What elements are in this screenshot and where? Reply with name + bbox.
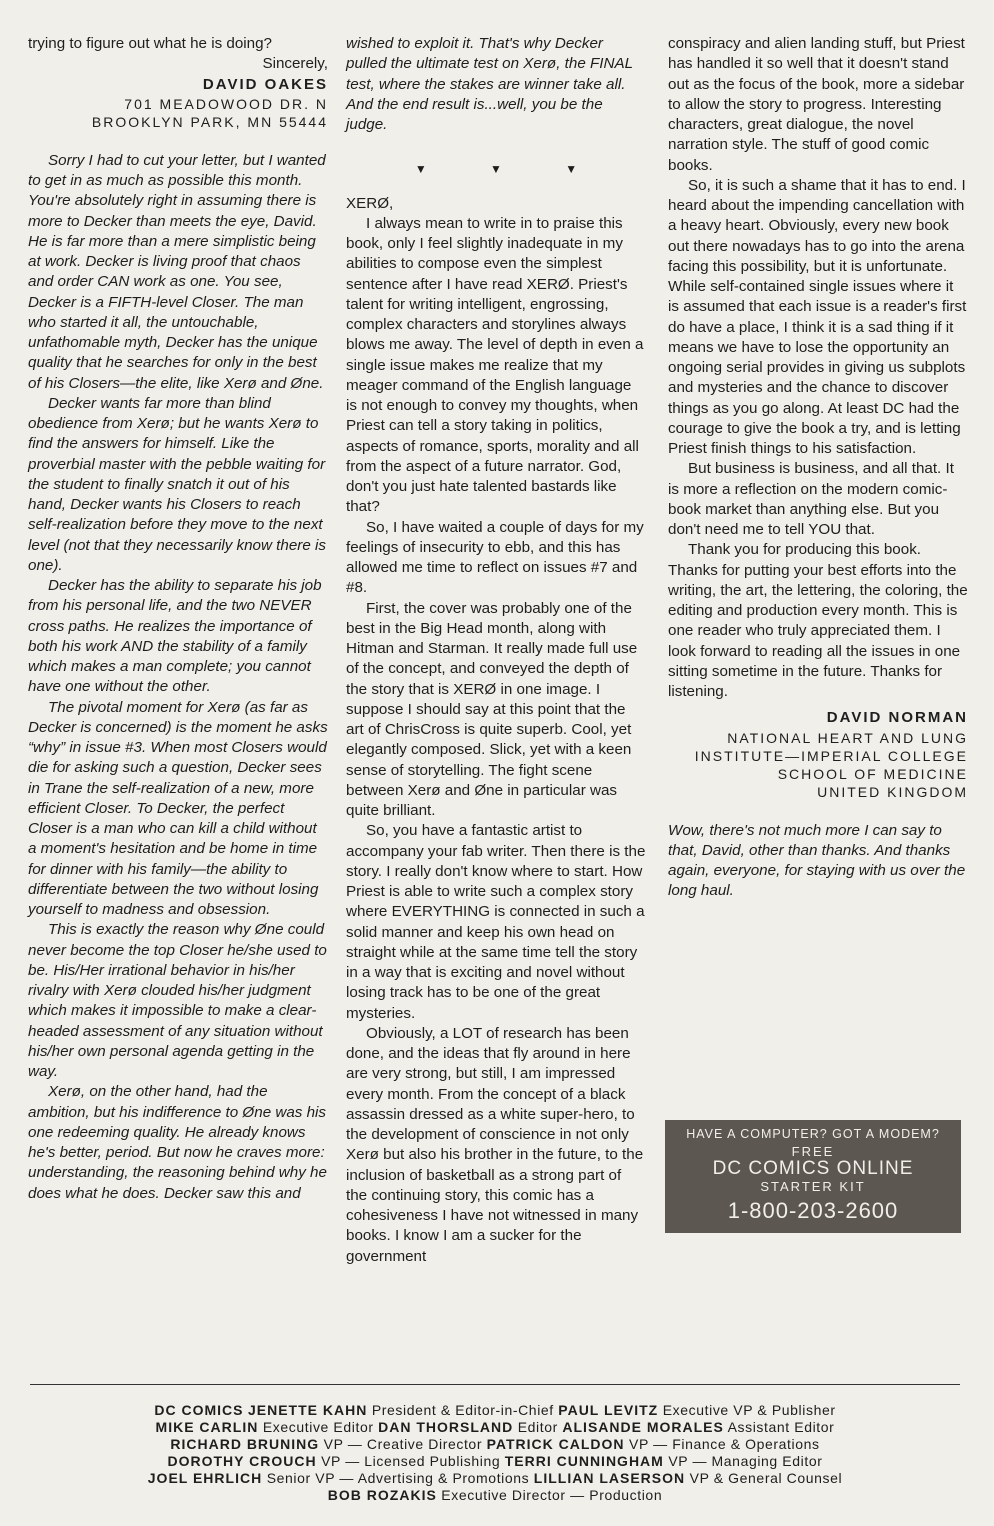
credits-line — [30, 1419, 960, 1436]
editor-reply-paragraph: This is exactly the reason why Øne could never become the top Closer he/she used to be. His/Her irrational behavior in his/her rivalry with Xerø clouded his/her judgment which makes it impossible to make a clear-headed assessment of any situation without his/her own personal agenda getting in the way. — [28, 921, 327, 1080]
letter-paragraph: Thank you for producing this book. Thanks for putting your best efforts into the writing, the art, the lettering, the coloring, the editing and production every month. This is one reader who truly appreciated them. I look forward to reading all the issues in one sitting sometime in the future. Thanks for listening. — [668, 541, 968, 700]
editor-reply-paragraph: Decker has the ability to separate his job from his personal life, and the two NEVER cross paths. He realizes the importance of both his work AND the stability of a family which makes a man complete; you cannot have one without the other. — [28, 577, 322, 696]
ad-subtitle: STARTER KIT — [760, 1179, 866, 1194]
credit-name: LILLIAN LASERSON — [533, 1470, 686, 1486]
letter-closing: Sincerely, — [262, 55, 328, 73]
credit-title: Assistant Editor — [727, 1419, 835, 1435]
letter-address-line: INSTITUTE—IMPERIAL COLLEGE — [694, 747, 968, 764]
ad-phone-number: 1-800-203-2600 — [727, 1198, 899, 1223]
credit-name: DAN THORSLAND — [378, 1419, 514, 1435]
credit-title: Executive Director — Production — [441, 1487, 663, 1503]
credit-name: PATRICK CALDON — [486, 1436, 625, 1452]
ad-title: DC COMICS ONLINE — [712, 1158, 914, 1179]
letter-paragraph: But business is business, and all that. It is more a reflection on the modern comic-book market than anything else. But you don't need me to tell YOU that. — [668, 460, 954, 538]
credit-title: President & Editor-in-Chief — [371, 1402, 554, 1418]
editor-reply-paragraph: Wow, there's not much more I can say to that, David, other than thanks. And thanks again, everyone, for staying with us over the long haul. — [668, 821, 966, 900]
letter-address-line: BROOKLYN PARK, MN 55444 — [91, 113, 328, 130]
letter-signature: DAVID OAKES — [202, 75, 328, 93]
credit-name: TERRI CUNNINGHAM — [504, 1453, 664, 1469]
credit-name: PAUL LEVITZ — [558, 1402, 659, 1418]
letter-text: trying to figure out what he is doing? — [28, 35, 272, 52]
letter-paragraph: So, you have a fantastic artist to accompany your fab writer. Then there is the story. I really don't know where to start. How Priest is able to write such a complex story where EVERYTHING is connected in such a solid manner and keep his own head on straight while at the same time tell the story in a way that is exciting and novel without losing track has to be one of the great mysteries. — [346, 822, 646, 1022]
editor-reply-paragraph: Sorry I had to cut your letter, but I wanted to get in as much as possible this month. You're absolutely right in assuming there is more to Decker than meets the eye, David. He is far more than a mere simplistic being at work. Decker is living proof that chaos and order CAN work as one. You see, Decker is a FIFTH-level Closer. The man who started it all, the untouchable, unfathomable myth, Decker has the unique quality that he searches for only in the best of his Closers—the elite, like Xerø and Øne. — [28, 151, 326, 392]
dc-online-ad — [665, 1120, 961, 1233]
credit-name: RICHARD BRUNING — [170, 1436, 320, 1452]
letter-signature: DAVID NORMAN — [826, 709, 968, 727]
ad-free-label: FREE — [791, 1144, 835, 1159]
credit-title: VP — Finance & Operations — [629, 1436, 820, 1452]
credits-divider — [30, 1384, 960, 1385]
credit-title: Editor — [517, 1419, 558, 1435]
letter-paragraph: So, I have waited a couple of days for my feelings of insecurity to ebb, and this has allowed me time to reflect on issues #7 and #8. — [346, 518, 644, 597]
letters-column-2 — [346, 34, 646, 1267]
credit-title: Executive Editor — [262, 1419, 374, 1435]
letters-column-1 — [28, 34, 328, 1204]
letter-paragraph: So, it is such a shame that it has to end. I heard about the impending cancellation with a heavy heart. Obviously, every new book out there nowadays has to go into the arena facing this possibility, but it is unfortunate. While self-contained single issues where it is assumed that each issue is a reader's first do have a place, I think it is a sad thing if it means we have to lose the opportunity an ongoing serial provides in giving us subplots and mysteries and the chance to discover things as you go along. At least DC had the courage to give the book a try, and is letting Priest finish things to his satisfaction. — [668, 176, 967, 457]
editor-reply-paragraph: Decker wants far more than blind obedience from Xerø; but he wants Xerø to find the answers for himself. Like the proverbial master with the pebble waiting for the student to finally snatch it out of his hand, Decker wants his Closers to reach self-realization before they move to the next level (not that they necessarily know there is one). — [28, 394, 326, 574]
credits-line — [30, 1487, 960, 1504]
editor-reply-paragraph: wished to exploit it. That's why Decker pulled the ultimate test on Xerø, the FINAL test, where the stakes are winner take all. And the end result is...well, you be the judge. — [346, 35, 633, 133]
credit-title: Senior VP — Advertising & Promotions — [266, 1470, 530, 1486]
letter-salutation: XERØ, — [346, 194, 394, 212]
letter-address-line: SCHOOL OF MEDICINE — [777, 765, 968, 782]
credit-name: JOEL EHRLICH — [147, 1470, 263, 1486]
credit-name: ALISANDE MORALES — [562, 1419, 724, 1435]
editor-reply-paragraph: Xerø, on the other hand, had the ambition, but his indifference to Øne was his one redeeming quality. He already knows he's better, period. But now he craves more: understanding, the reasoning behind why he does what he does. Decker saw this and — [28, 1083, 327, 1202]
credits-line — [30, 1453, 960, 1470]
editor-reply-paragraph: The pivotal moment for Xerø (as far as Decker is concerned) is the moment he asks “why” in issue #3. When most Closers would die for asking such a question, Decker sees in Trane the self-realization of a new, more efficient Closer. To Decker, the perfect Closer is a man who can kill a child without a moment's hesitation and be home in time for dinner with his family—the ability to differentiate between the two without losing yourself to madness and obsession. — [28, 698, 328, 918]
credit-title: VP & General Counsel — [689, 1470, 843, 1486]
letter-paragraph: I always mean to write in to praise this book, only I feel slightly inadequate in my abilities to compose even the simplest sentence after I have read XERØ. Priest's talent for writing intelligent, engrossing, complex characters and storylines always blows me away. The level of depth in even a single issue makes me realize that my meager command of the English language is not enough to convey my thoughts, when Priest can tell a story taking in politics, aspects of romance, sports, morality and all from the aspect of a future narrator. God, don't you just hate talented bastards like that? — [346, 214, 644, 516]
credit-name: BOB ROZAKIS — [327, 1487, 437, 1503]
credits-line — [30, 1402, 960, 1419]
credit-title: Executive VP & Publisher — [662, 1402, 836, 1418]
credit-title: VP — Creative Director — [323, 1436, 483, 1452]
ad-tagline: HAVE A COMPUTER? GOT A MODEM? — [686, 1127, 940, 1141]
letter-address-line: UNITED KINGDOM — [817, 783, 968, 800]
credit-name: DC COMICS — [154, 1402, 244, 1418]
letter-address-line: 701 MEADOWOOD DR. N — [124, 95, 328, 112]
credit-name: JENETTE KAHN — [247, 1402, 368, 1418]
section-divider: ▼ ▼ ▼ — [414, 162, 608, 177]
credits-line — [30, 1436, 960, 1453]
credit-title: VP — Licensed Publishing — [321, 1453, 501, 1469]
letter-paragraph: Obviously, a LOT of research has been done, and the ideas that fly around in here are very strong, but still, I am impressed every month. From the concept of a black assassin dressed as a white super-hero, to the development of conscience in not only Xerø but also his brother in the future, to the inclusion of basketball as a strong part of the continuing story, this comic has a cohesiveness I have not witnessed in many books. I know I am a sucker for the government — [346, 1024, 644, 1265]
letter-paragraph: conspiracy and alien landing stuff, but Priest has handled it so well that it doesn't stand out as the focus of the book, more a sidebar to allow the story to progress. Interesting characters, great dialogue, the novel narration style. The stuff of good comic books. — [668, 35, 965, 174]
staff-credits — [30, 1402, 960, 1504]
letter-paragraph: First, the cover was probably one of the best in the Big Head month, along with Hitman and Starman. It really made full use of the concept, and conveyed the depth of the story that is XERØ in one image. I suppose I should say at this point that the art of ChrisCross is quite superb. Cool, yet elegantly composed. Slick, yet with a keen sense of storytelling. The fight scene between Xerø and Øne in particular was quite brilliant. — [346, 599, 638, 819]
credit-name: MIKE CARLIN — [155, 1419, 259, 1435]
letter-address-line: NATIONAL HEART AND LUNG — [727, 729, 968, 746]
credit-name: DOROTHY CROUCH — [167, 1453, 317, 1469]
letters-column-3 — [668, 34, 968, 902]
credit-title: VP — Managing Editor — [668, 1453, 823, 1469]
credits-line — [30, 1470, 960, 1487]
